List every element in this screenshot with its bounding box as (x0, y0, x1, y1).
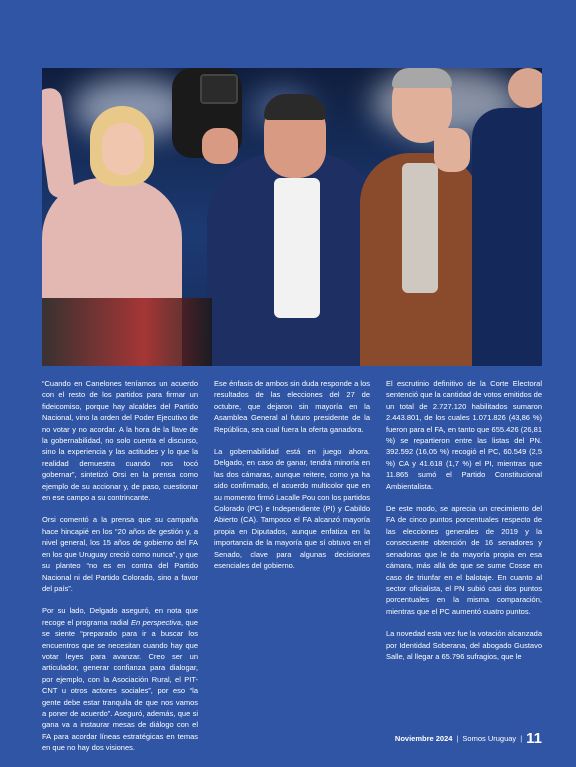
page-number: 11 (526, 729, 542, 747)
crowd-flag (42, 298, 212, 366)
page-footer (395, 728, 542, 748)
man-right-edge (472, 108, 542, 366)
paragraph: Orsi comentó a la prensa que su campaña hace hincapié en los “20 años de gestión y, a nivel general, los 15 años de gobierno del FA en los que Uruguay creció como nunca”, y que su planteo “no es en contra del Partido Nacional ni del Partido Colorado, sino a favor del país”. (42, 515, 198, 593)
paragraph: Ese énfasis de ambos sin duda responde a los resultados de las elecciones del 27 de octubre, que dejaron sin mayoría en la Asamblea General al futuro presidente de la República, sea cual fuera la oferta ganadora. (214, 379, 370, 434)
woman-raised-arm (42, 87, 76, 200)
article-photo (42, 68, 542, 366)
woman-face (102, 123, 144, 175)
text-column-2 (214, 378, 370, 583)
paragraph: El escrutinio definitivo de la Corte Electoral sentenció que la cantidad de votos emitidos de un total de 2.727.120 habilitados sumaron 2.443.801, de los cuales 1.071.826 (43,86 %) fueron para el FA, en tanto que 655.426 (26,81 %) se repartieron entre las listas del PN. 392.592 (16,05 %) recogió el PC, 60.549 (2,5 %) CA y 41.618 (1,7 %) el PI, mientras que 11.865 sumó el Partido Constitucional Ambientalista. (386, 379, 542, 491)
paragraph-part: Por su lado, Delgado aseguró, en nota que recoge el programa radial (42, 606, 198, 627)
paragraph: “Cuando en Canelones teníamos un acuerdo con el resto de los partidos para firmar un fideicomiso, porque hay alcaldes del Partido Nacional, vino la orden del Poder Ejecutivo de no votar y no acordar. A la hora de la llave de la gobernabilidad, no solo cuenta el discurso, sino la experiencia y las actitudes y lo que la realidad demuestra cuando nos tocó gobernar”, sintetizó Orsi en la prensa como ejemplo de su accionar y, de paso, cuestionar en ese campo a su contrincante. (42, 379, 198, 503)
man-fist (202, 128, 238, 164)
text-column-3 (386, 378, 542, 673)
paragraph: La novedad esta vez fue la votación alcanzada por Identidad Soberana, del abogado Gustavo Salle, al llegar a 65.796 sufragios, que le (386, 629, 542, 661)
clapping-hands (434, 128, 470, 172)
man-shirt (274, 178, 320, 318)
paragraph-split (42, 605, 198, 753)
program-name: En perspectiva (130, 617, 181, 627)
magazine-name: Somos Uruguay (462, 733, 517, 743)
camera-icon (200, 74, 238, 104)
man-hair (264, 94, 326, 120)
text-column-1 (42, 378, 198, 765)
footer-separator: | (456, 733, 459, 743)
footer-separator: | (520, 733, 523, 743)
man-right-head (508, 68, 542, 108)
paragraph: De este modo, se aprecia un crecimiento del FA de cinco puntos porcentuales respecto de las elecciones generales de 2019 y la consecuente obtención de 16 senadores y senadoras que le da mayoría propia en esa cámara, más allá de que se sume Cosse en caso de triunfar en el balotaje. En cuanto al sector oficialista, el PN subió casi dos puntos porcentuales en la misma comparación, mientras que el PC aumentó cuatro puntos. (386, 504, 542, 616)
issue-date: Noviembre 2024 (394, 733, 453, 743)
man-brown-hair (392, 68, 452, 88)
paragraph: La gobernabilidad está en juego ahora. Delgado, en caso de ganar, tendrá minoría en las dos cámaras, aunque reitere, como ya ha sido confirmado, el acuerdo multicolor que en su momento firmó Lacalle Pou con los partidos Colorado (PC) e Independiente (PI) y Cabildo Abierto (CA). Tampoco el FA alcanzó mayoría propia en Diputados, aunque enfatiza en la importancia de la mayoría que sí obtuvo en el Senado, clave para algunas decisiones esenciales del gobierno. (214, 447, 370, 571)
paragraph-part: , que se siente “preparado para ir a buscar los encuentros que se necesitan cuando hay que votar leyes para avanzar. Creo ser un articulador, generar confianza para dialogar, por ejemplo, con la Asociación Rural, el PIT-CNT u otros actores sociales”, por eso “la gente debe estar tranquila de que nos vamos a poner de acuerdo”. Aseguró, además, que si gana va a instaurar mesas de diálogo con el FA para acordar líneas estratégicas en temas en que no hay dos visiones. (42, 617, 198, 753)
man-brown-shirt (402, 163, 438, 293)
